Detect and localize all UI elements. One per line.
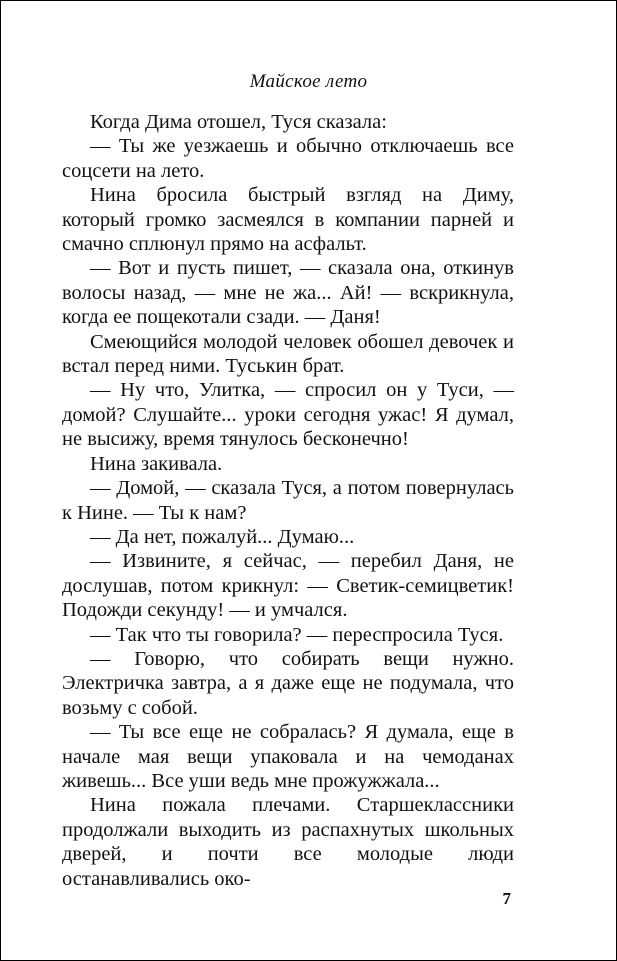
paragraph: — Вот и пусть пишет, — сказала она, откинув волосы назад, — мне не жа... Ай! — вскрикнула, когда ее пощекотали сзади. — Даня! [62,257,514,329]
paragraph: Нина закивала. [90,452,223,475]
paragraph: — Да нет, пожалуй... Думаю... [90,525,355,548]
running-head-title: Майское лето [249,71,368,92]
paragraph: — Говорю, что собирать вещи нужно. Электричка завтра, а я даже еще не подумала, что возьму с собой. [62,647,514,719]
paragraph: Смеющийся молодой человек обошел девочек и встал перед ними. Туськин брат. [62,330,514,378]
paragraph: — Ты все еще не собралась? Я думала, еще в начале мая вещи упаковала и на чемоданах живешь... Все уши ведь мне прожужжала... [62,721,514,792]
paragraph: — Извините, я сейчас, — перебил Даня, не дослушав, потом крикнул: — Светик-семицветик! Подожди секунду! — и умчался. [62,550,514,622]
paragraph: — Ты же уезжаешь и обычно отключаешь все соцсети на лето. [62,135,514,182]
paragraph: Когда Дима отошел, Туся сказала: [90,111,387,133]
paragraph: Нина бросила быстрый взгляд на Диму, который громко засмеялся в компании парней и смачно сплюнул прямо на асфальт. [62,184,514,256]
paragraph: Нина пожала плечами. Старшеклассники продолжали выходить из распахнутых школьных дверей, и почти все молодые люди останавливались око- [62,794,514,890]
paragraph: — Домой, — сказала Туся, а потом повернулась к Нине. — Ты к нам? [62,477,514,524]
page-number: 7 [502,889,511,908]
body-text [62,110,514,891]
paragraph: — Так что ты говорила? — переспросила Туся. [90,623,504,646]
paragraph: — Ну что, Улитка, — спросил он у Туси, — домой? Слушайте... уроки сегодня ужас! Я думал, не высижу, время тянулось бесконечно! [62,379,514,451]
